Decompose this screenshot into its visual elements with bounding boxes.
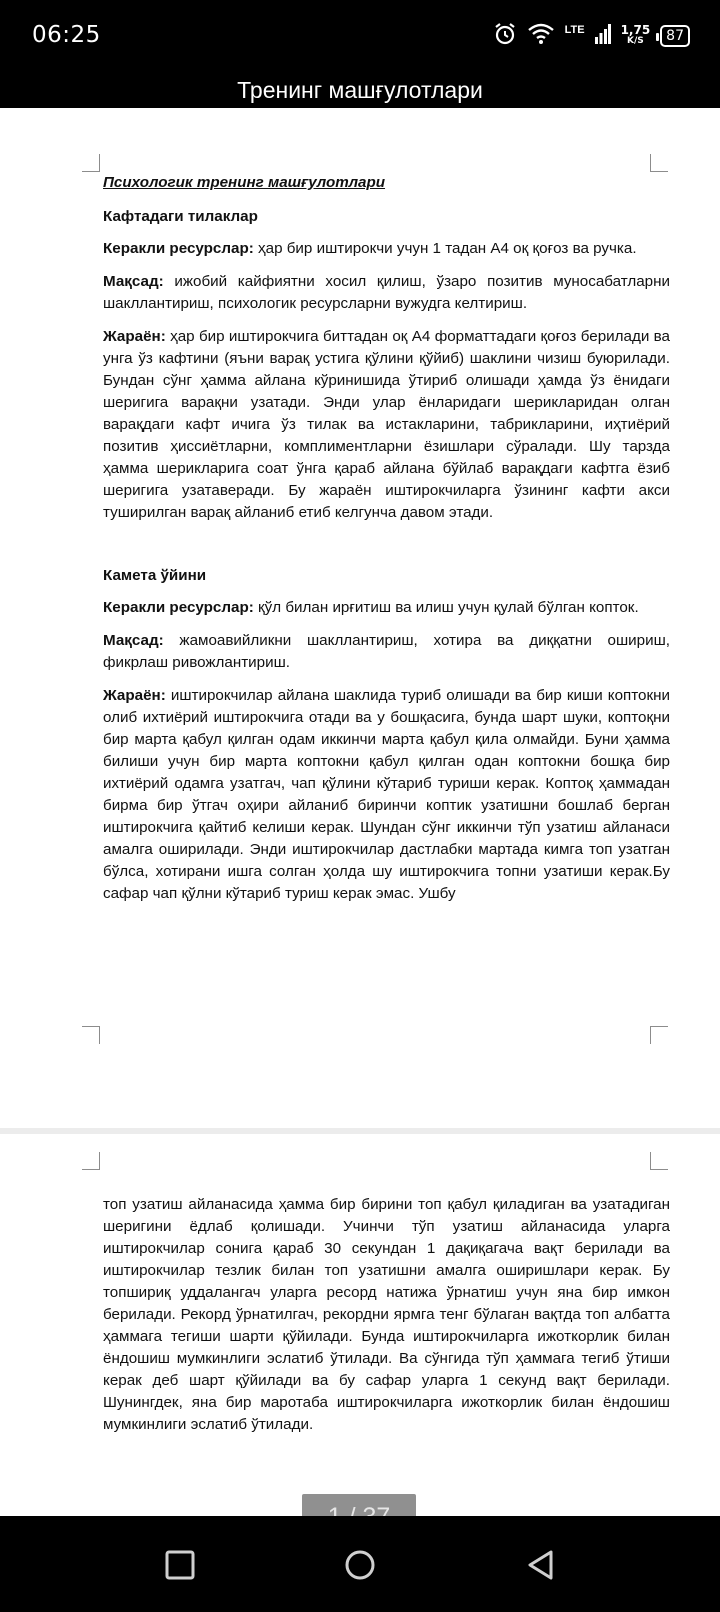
resources-paragraph <box>103 597 670 619</box>
resources-label: Керакли ресурслар: <box>103 240 254 257</box>
goal-label: Мақсад: <box>103 273 164 290</box>
battery-level: 87 <box>666 28 684 44</box>
resources-label: Керакли ресурслар: <box>103 599 254 616</box>
continued-paragraph: топ узатиш айланасида ҳамма бир бирини топ қабул қиладиган ва узатадиган шеригини ёдлаб қолишади. Учинчи тўп узатиш айланасида уларга иштирокчилар сонига қараб 30 секундан 1 дақиқагача вақт берилади ва иштирокчилар тезлик билан топ узатишни амалга оширишлари керак. Бу топшириқ уддалангач уларга ресорд натижа ўрнатиш учун яна бир имкон берилади. Рекорд ўрнатилгач, рекордни ярмга тенг бўлаган вақтда топ албатта ҳаммага тегиши шарти қўйилади. Бунда иштирокчиларга ижоткорлик билан ёндошиш мумкинлиги эслатиб ўтилади. Ва сўнгида тўп ҳаммага тегиб ўтиши керак деб шарт қўйилади ва бу сафар уларга 1 секунд вақт берилади. Шунингдек, яна бир маротаба иштирокчиларга ижоткорлик билан ёндошиш мумкинлиги эслатиб ўтилади. <box>103 1196 670 1433</box>
speed-unit: K/S <box>626 36 644 46</box>
status-icons <box>493 20 690 52</box>
section-heading: Кафтадаги тилаклар <box>103 208 258 225</box>
process-text: ҳар бир иштирокчига биттадан оқ А4 форматтадаги қоғоз берилади ва унга ўз кафтини (яъни варақ устига қўлини қўйиб) шаклини чизиш буюрилади. Бундан сўнг ҳамма айлана кўринишида ўтириб олишади ҳамда ўз ёнидаги шеригига варақни узатади. Энди улар ёнларидаги шерикларидан олган варақдаги кафт ичига ўз тилак ва истакларини, табрикларини, иҳтиёрий позитив ҳиссиётларни, комплиментларни ёзишлари сўралади. Шу тарзда ҳамма шерикларига соат ўнга қараб айлана бўйлаб варақдаги кафтга ёзиб шеригига узатаверади. Бу жараён иштирокчиларга ўзининг кафти акси туширилган варақ айланиб етиб келгунча давом этади. <box>103 328 670 521</box>
crop-mark <box>650 154 668 172</box>
resources-paragraph <box>103 238 670 260</box>
speed-value: 1,75 <box>620 23 651 37</box>
crop-mark <box>82 1026 100 1044</box>
document-page-2[interactable] <box>0 1134 720 1516</box>
goal-paragraph <box>103 271 670 315</box>
document-title-bar <box>0 72 720 108</box>
crop-mark <box>650 1026 668 1044</box>
battery-icon <box>660 25 690 47</box>
resources-text: ҳар бир иштирокчи учун 1 тадан А4 оқ қоғоз ва ручка. <box>253 240 637 257</box>
status-bar <box>0 0 720 72</box>
signal-icon <box>595 24 611 49</box>
status-time: 06:25 <box>32 22 101 48</box>
alarm-icon <box>493 22 517 51</box>
process-label: Жараён: <box>103 687 166 704</box>
wifi-icon <box>527 23 555 50</box>
home-icon[interactable] <box>343 1548 377 1582</box>
page-2-content <box>103 1194 670 1447</box>
navigation-bar <box>0 1516 720 1612</box>
document-viewer[interactable] <box>0 108 720 1516</box>
page-1-content <box>103 172 670 916</box>
crop-mark <box>82 154 100 172</box>
goal-paragraph <box>103 630 670 674</box>
doc-heading: Психологик тренинг машғулотлари <box>103 174 386 191</box>
crop-mark <box>650 1152 668 1170</box>
process-paragraph <box>103 326 670 524</box>
goal-text: ижобий кайфиятни хосил қилиш, ўзаро позитив муносабатларни шакллантириш, психологик ресурсларни вужудга келтириш. <box>103 273 670 312</box>
resources-text: қўл билан ирғитиш ва илиш учун қулай бўлган копток. <box>253 599 639 616</box>
crop-mark <box>82 1152 100 1170</box>
back-icon[interactable] <box>524 1548 558 1582</box>
goal-label: Мақсад: <box>103 632 164 649</box>
network-type: LTE <box>564 23 585 36</box>
goal-text: жамоавийликни шакллантириш, хотира ва диққатни ошириш, фикрлаш ривожлантириш. <box>103 632 670 671</box>
process-paragraph <box>103 685 670 905</box>
document-page-1[interactable] <box>0 108 720 1128</box>
recents-icon[interactable] <box>163 1548 197 1582</box>
document-title: Тренинг машғулотлари <box>237 77 483 103</box>
network-speed <box>621 25 651 47</box>
process-label: Жараён: <box>103 328 166 345</box>
section-heading: Камета ўйини <box>103 567 207 584</box>
process-text: иштирокчилар айлана шаклида туриб олишади ва бир киши коптокни олиб ихтиёрий иштирокчига отади ва у бошқасига, бунда шарт шуки, коптоқни бир марта қабул қилган одам иккинчи марта қабул қила олмайди. Буни ҳамма билиши учун бир марта коптокни қабул қилган одан коптокни бошқа бир ихтиёрий одамга узатгач, чап қўлини кўтариб туриши керак. Коптоқ ҳаммадан бирма бир ўтгач оҳири айланиб биринчи коптик узатишни бошлаб берган иштирокчига қайтиб келиши керак. Шундан сўнг иккинчи тўп узатиш айланаси амалга оширилади. Энди иштирокчилар дастлабки мартада кимга топ узатган бўлса, хотирани ишга солган ҳолда шу иштирокчига топни узатиши керак.Бу сафар чап қўлни кўтариб туриш керак эмас. Ушбу <box>103 687 670 902</box>
